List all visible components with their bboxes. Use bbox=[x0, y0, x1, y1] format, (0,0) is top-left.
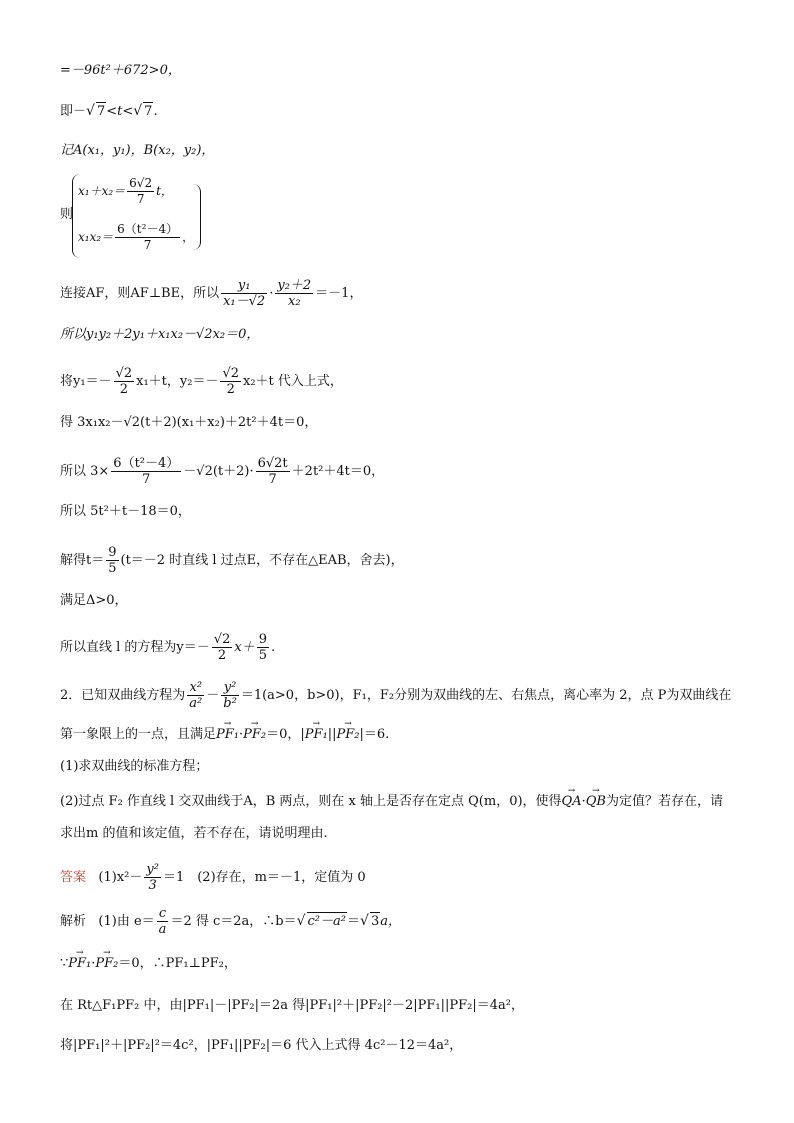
fraction: $\frac{√2}{2}$ bbox=[115, 366, 133, 397]
text-span: ＝－1， bbox=[315, 286, 363, 301]
fraction: $\frac{\text{y²}}{3}$ bbox=[146, 862, 159, 893]
system-row-2 bbox=[78, 222, 194, 253]
fraction: $\frac{√2}{2}$ bbox=[222, 366, 240, 397]
answer-line bbox=[60, 862, 366, 893]
text-span: ＋2t²＋4t＝0， bbox=[291, 464, 385, 479]
text-span: －√2(t＋2)· bbox=[183, 464, 254, 479]
text-line bbox=[60, 456, 384, 487]
text-span: (2)过点 F₂ 作直线 l 交双曲线于A，B 两点，则在 x 轴上是否存在定点 Q(m，0)，使得 bbox=[60, 794, 562, 809]
text-span: (1)x²－ bbox=[98, 870, 143, 885]
text-span: x₂＋t 代入上式， bbox=[243, 374, 343, 389]
question-1 bbox=[60, 758, 208, 776]
problem-2-line-1 bbox=[60, 680, 731, 711]
text-span: 第一象限上的一点，且满足 bbox=[60, 727, 217, 742]
text-span: · bbox=[269, 286, 274, 301]
radicand: 7 bbox=[96, 104, 106, 119]
vector: → PF₁ bbox=[305, 726, 328, 744]
text-span: ， bbox=[182, 230, 195, 244]
text-span: x₁x₂＝ bbox=[78, 230, 114, 244]
text-span: ＝0，∴PF₁⊥PF₂， bbox=[118, 956, 237, 971]
analysis-line-4 bbox=[60, 1037, 462, 1055]
text-span: x＋ bbox=[234, 640, 255, 655]
text-line bbox=[60, 278, 362, 309]
text-span: 为定值？若存在，请 bbox=[605, 794, 723, 809]
vector: → PF₂ bbox=[337, 726, 360, 744]
text-span: 将|PF₁|²＋|PF₂|²＝4c²，|PF₁||PF₂|＝6 代入上式得 4c²－12＝4a²， bbox=[60, 1038, 463, 1053]
fraction: $\frac{9}{5}$ bbox=[108, 545, 117, 576]
text-span: a， bbox=[380, 914, 401, 929]
question-2 bbox=[60, 793, 723, 811]
text-span: 将y₁＝－ bbox=[60, 374, 112, 389]
text-span: . bbox=[270, 640, 276, 655]
text-span: <t< bbox=[106, 104, 134, 119]
problem-2-line-2 bbox=[60, 726, 389, 744]
vector: → PF₂ bbox=[95, 955, 118, 973]
analysis-line-3 bbox=[60, 997, 524, 1015]
fraction: $\frac{√2}{2}$ bbox=[213, 632, 231, 663]
text-span: 2．已知双曲线方程为 bbox=[60, 688, 186, 703]
text-span: ＝1 (2)存在，m＝－1，定值为 0 bbox=[162, 870, 366, 885]
text-line bbox=[60, 632, 275, 663]
sqrt-sign: √ bbox=[86, 103, 95, 119]
text-span: ＝1(a>0，b>0)，F₁，F₂分别为双曲线的左、右焦点，离心率为 2，点 P为双曲线在 bbox=[240, 688, 732, 703]
text-span: 则 bbox=[60, 207, 74, 222]
text-line bbox=[60, 414, 317, 432]
text-span: || bbox=[327, 727, 337, 742]
text-line bbox=[60, 102, 158, 121]
text-line bbox=[60, 503, 191, 521]
vector: → QB bbox=[586, 793, 606, 811]
text-span: · bbox=[239, 727, 244, 742]
text-span: |＝6. bbox=[359, 727, 390, 742]
text-line bbox=[60, 545, 404, 576]
vector: → PF₂ bbox=[243, 726, 266, 744]
text-span: ＝ bbox=[347, 914, 361, 929]
text-span: 所以 5t²＋t－18＝0， bbox=[60, 504, 191, 519]
system-row-1 bbox=[78, 176, 173, 207]
sqrt-sign: √ bbox=[296, 913, 306, 929]
text-span: － bbox=[206, 688, 220, 703]
analysis-line-2 bbox=[60, 955, 237, 973]
text-span: 在 Rt△F₁PF₂ 中，由|PF₁|－|PF₂|＝2a 得|PF₁|²＋|PF₂|²－2|PF₁||PF₂|＝4a²， bbox=[60, 998, 524, 1013]
text-span: x₁＋x₂＝ bbox=[78, 184, 126, 198]
sqrt-sign: √ bbox=[133, 103, 143, 119]
fraction: $\frac{c}{a}$ bbox=[158, 906, 167, 937]
text-span: 所以 3× bbox=[60, 464, 110, 479]
text-span: 记A(x₁，y₁)，B(x₂，y₂)， bbox=[60, 143, 215, 158]
text-line bbox=[60, 326, 259, 344]
fraction: $\frac{9}{5}$ bbox=[258, 632, 267, 663]
analysis-line-1 bbox=[60, 906, 401, 937]
radicand: c²－a² bbox=[307, 914, 346, 929]
text-line bbox=[60, 62, 181, 80]
fraction: $\frac{\text{y²}}{\text{b²}}$ bbox=[223, 680, 237, 711]
sqrt-sign: √ bbox=[360, 913, 369, 929]
vector: → PF₁ bbox=[216, 726, 239, 744]
vector: → PF₁ bbox=[68, 955, 91, 973]
radicand: 3 bbox=[370, 914, 380, 929]
text-line bbox=[60, 142, 214, 160]
question-2-cont bbox=[60, 825, 328, 843]
text-span: ＝2 得 c＝2a，∴b＝ bbox=[170, 914, 297, 929]
text-span: 得 3x₁x₂－√2(t＋2)(x₁＋x₂)＋2t²＋4t＝0， bbox=[60, 415, 318, 430]
equation-text: =－96t²＋672>0， bbox=[60, 63, 181, 78]
text-line bbox=[60, 366, 343, 397]
answer-tag: 答案 bbox=[60, 870, 87, 885]
text-span: · bbox=[91, 956, 96, 971]
text-span: t， bbox=[156, 184, 173, 198]
text-span: (1)由 e＝ bbox=[98, 914, 155, 929]
text-span: 即－ bbox=[60, 104, 87, 119]
fraction: $\frac{\text{y₁}}{\text{x₁－√2}}$ bbox=[223, 278, 266, 309]
fraction: $\frac{\text{6（t²－4）}}{7}$ bbox=[117, 222, 179, 252]
radicand: 7 bbox=[144, 104, 153, 119]
text-span: 所以y₁y₂＋2y₁＋x₁x₂－√2x₂＝0， bbox=[60, 327, 260, 342]
text-span: x₁＋t，y₂＝－ bbox=[136, 374, 219, 389]
text-span: 所以直线 l 的方程为y＝－ bbox=[60, 640, 210, 655]
text-span: (t＝－2 时直线 l 过点E，不存在△EAB，舍去)， bbox=[120, 553, 404, 568]
text-span: ＝0，| bbox=[266, 727, 305, 742]
text-span: ∵ bbox=[60, 956, 69, 971]
fraction: $\frac{6√2}{7}$ bbox=[129, 176, 153, 206]
fraction: $\frac{\text{y₂＋2}}{\text{x₂}}$ bbox=[277, 278, 312, 309]
text-span: 满足Δ>0， bbox=[60, 593, 128, 608]
text-span: 求出m 的值和该定值，若不存在，请说明理由. bbox=[60, 826, 328, 841]
analysis-tag: 解析 bbox=[60, 914, 87, 929]
text-span: · bbox=[581, 794, 586, 809]
text-line bbox=[60, 206, 73, 224]
fraction: $\frac{\text{6（t²－4）}}{7}$ bbox=[113, 456, 180, 487]
vector: → QA bbox=[562, 793, 582, 811]
fraction: $\frac{\text{x²}}{\text{a²}}$ bbox=[189, 680, 203, 711]
text-span: (1)求双曲线的标准方程； bbox=[60, 759, 209, 774]
text-span: . bbox=[153, 104, 158, 119]
text-span: 连接AF，则AF⊥BE，所以 bbox=[60, 286, 220, 301]
fraction: $\frac{6√2t}{7}$ bbox=[257, 456, 288, 487]
text-line bbox=[60, 592, 128, 610]
text-span: 解得t＝ bbox=[60, 553, 105, 568]
